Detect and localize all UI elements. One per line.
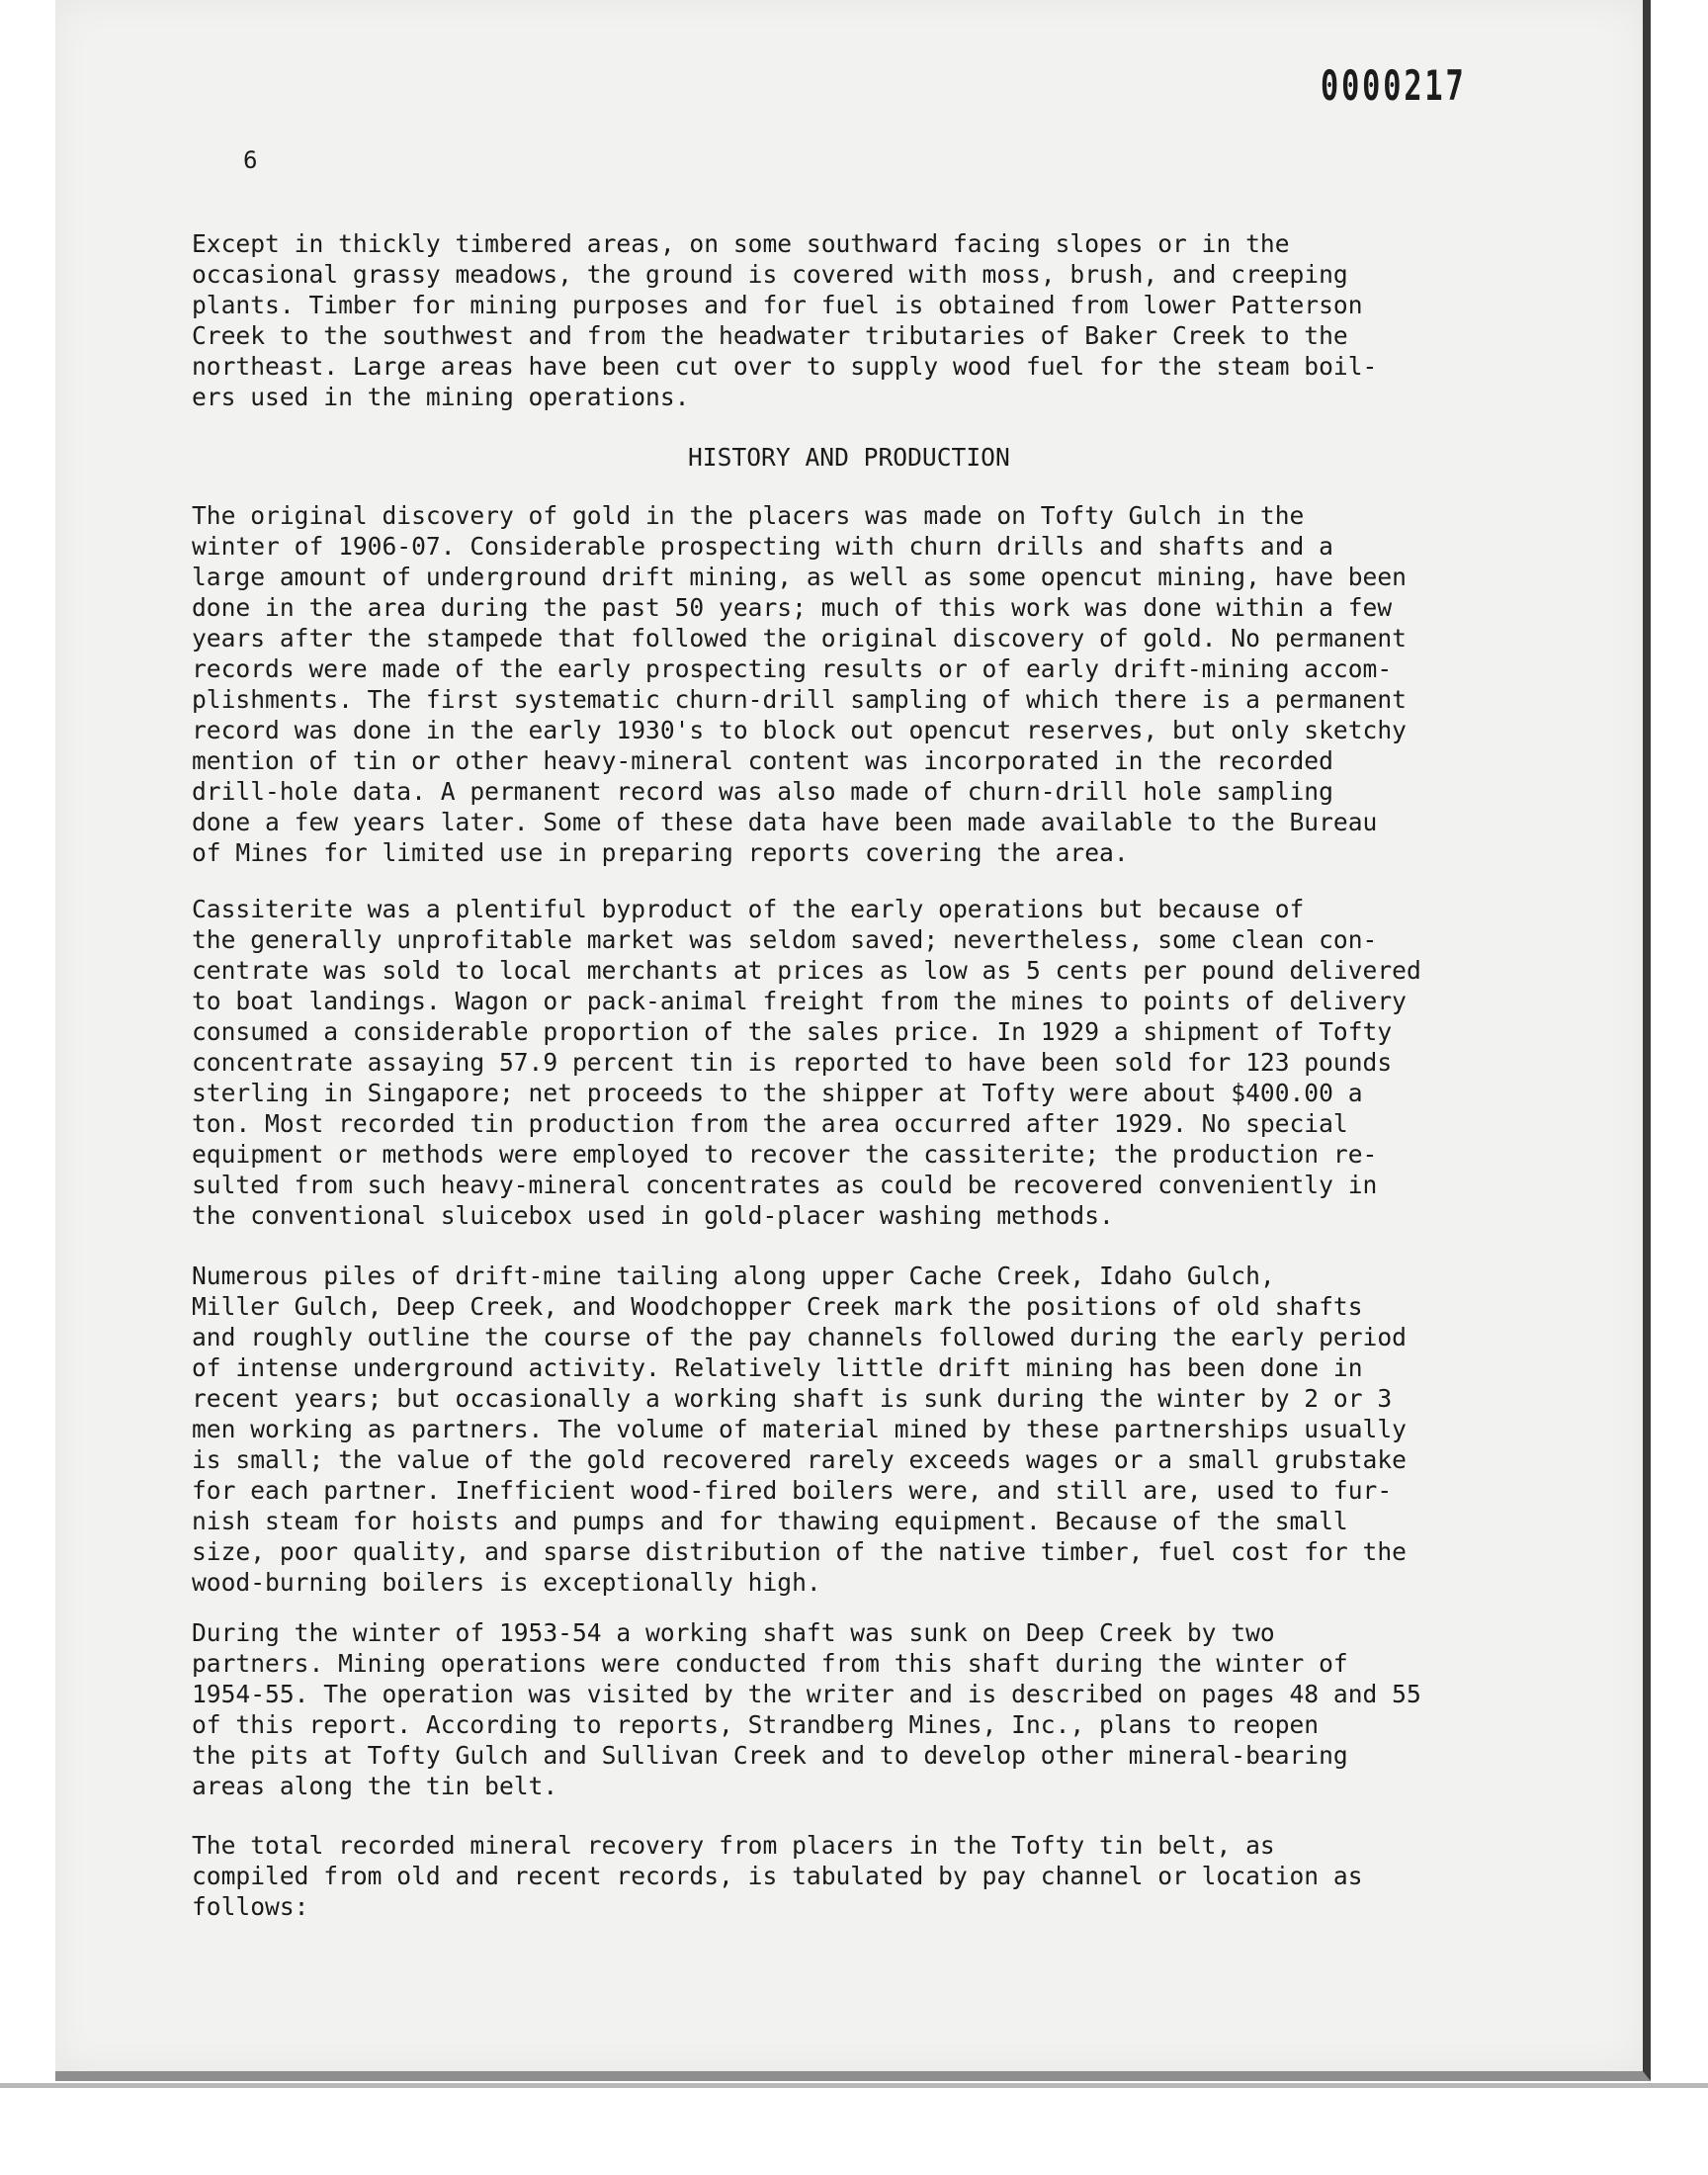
paragraph-total-recovery: The total recorded mineral recovery from placers in the Tofty tin belt, as compiled from old and recent records, is tabulated by pay channel or location as follows: xyxy=(192,1831,1363,1921)
section-heading: HISTORY AND PRODUCTION xyxy=(688,443,1010,472)
page-number: 6 xyxy=(243,146,258,174)
paragraph-ground-cover: Except in thickly timbered areas, on some southward facing slopes or in the occasional grassy meadows, the ground is covered with moss, brush, and creeping plants. Timber for mining purposes and for fuel is obtained from lower Patterson Creek to the southwest and from the headwater tributaries of Baker Creek to the northeast. Large areas have been cut over to supply wood fuel for the steam boil- ers used in the mining operations. xyxy=(192,229,1378,411)
paragraph-deep-creek: During the winter of 1953-54 a working shaft was sunk on Deep Creek by two partners. Mining operations were conducted from this shaft during the winter of 1954-55. The operation was visited by the writer and is described on pages 48 and 55 of this report. According to reports, Strandberg Mines, Inc., plans to reopen the pits at Tofty Gulch and Sullivan Creek and to develop other mineral-bearing areas along the tin belt. xyxy=(192,1618,1421,1800)
paragraph-cassiterite: Cassiterite was a plentiful byproduct of the early operations but because of the generally unprofitable market was seldom saved; nevertheless, some clean con- centrate was sold to local merchants at prices as low as 5 cents per pound delivered to boat landings. Wagon or pack-animal freight from the mines to points of delivery consumed a considerable proportion of the sales price. In 1929 a shipment of Tofty concentrate assaying 57.9 percent tin is reported to have been sold for 123 pounds sterling in Singapore; net proceeds to the shipper at Tofty were about $400.00 a ton. Most recorded tin production from the area occurred after 1929. No special equipment or methods were employed to recover the cassiterite; the production re- sulted from such heavy-mineral concentrates as could be recovered conveniently in the conventional sluicebox used in gold-placer washing methods. xyxy=(192,895,1421,1230)
document-number: 0000217 xyxy=(1321,61,1467,110)
paragraph-drift-mining: Numerous piles of drift-mine tailing along upper Cache Creek, Idaho Gulch, Miller Gulch, Deep Creek, and Woodchopper Creek mark the positions of old shafts and roughly outline the course of the pay channels followed during the early period of intense underground activity. Relatively little drift mining has been done in recent years; but occasionally a working shaft is sunk during the winter by 2 or 3 men working as partners. The volume of material mined by these partnerships usually is small; the value of the gold recovered rarely exceeds wages or a small grubstake for each partner. Inefficient wood-fired boilers were, and still are, used to fur- nish steam for hoists and pumps and for thawing equipment. Because of the small size, poor quality, and sparse distribution of the native timber, fuel cost for the wood-burning boilers is exceptionally high. xyxy=(192,1262,1407,1597)
paragraph-original-discovery: The original discovery of gold in the placers was made on Tofty Gulch in the winter of 1906-07. Considerable prospecting with churn drills and shafts and a large amount of underground drift mining, as well as some opencut mining, have been done in the area during the past 50 years; much of this work was done within a few years after the stampede that followed the original discovery of gold. No permanent records were made of the early prospecting results or of early drift-mining accom- plishments. The first systematic churn-drill sampling of which there is a permanent record was done in the early 1930's to block out opencut reserves, but only sketchy mention of tin or other heavy-mineral content was incorporated in the recorded drill-hole data. A permanent record was also made of churn-drill hole sampling done a few years later. Some of these data have been made available to the Bureau of Mines for limited use in preparing reports covering the area. xyxy=(192,501,1407,867)
page-edge xyxy=(0,2083,1708,2088)
